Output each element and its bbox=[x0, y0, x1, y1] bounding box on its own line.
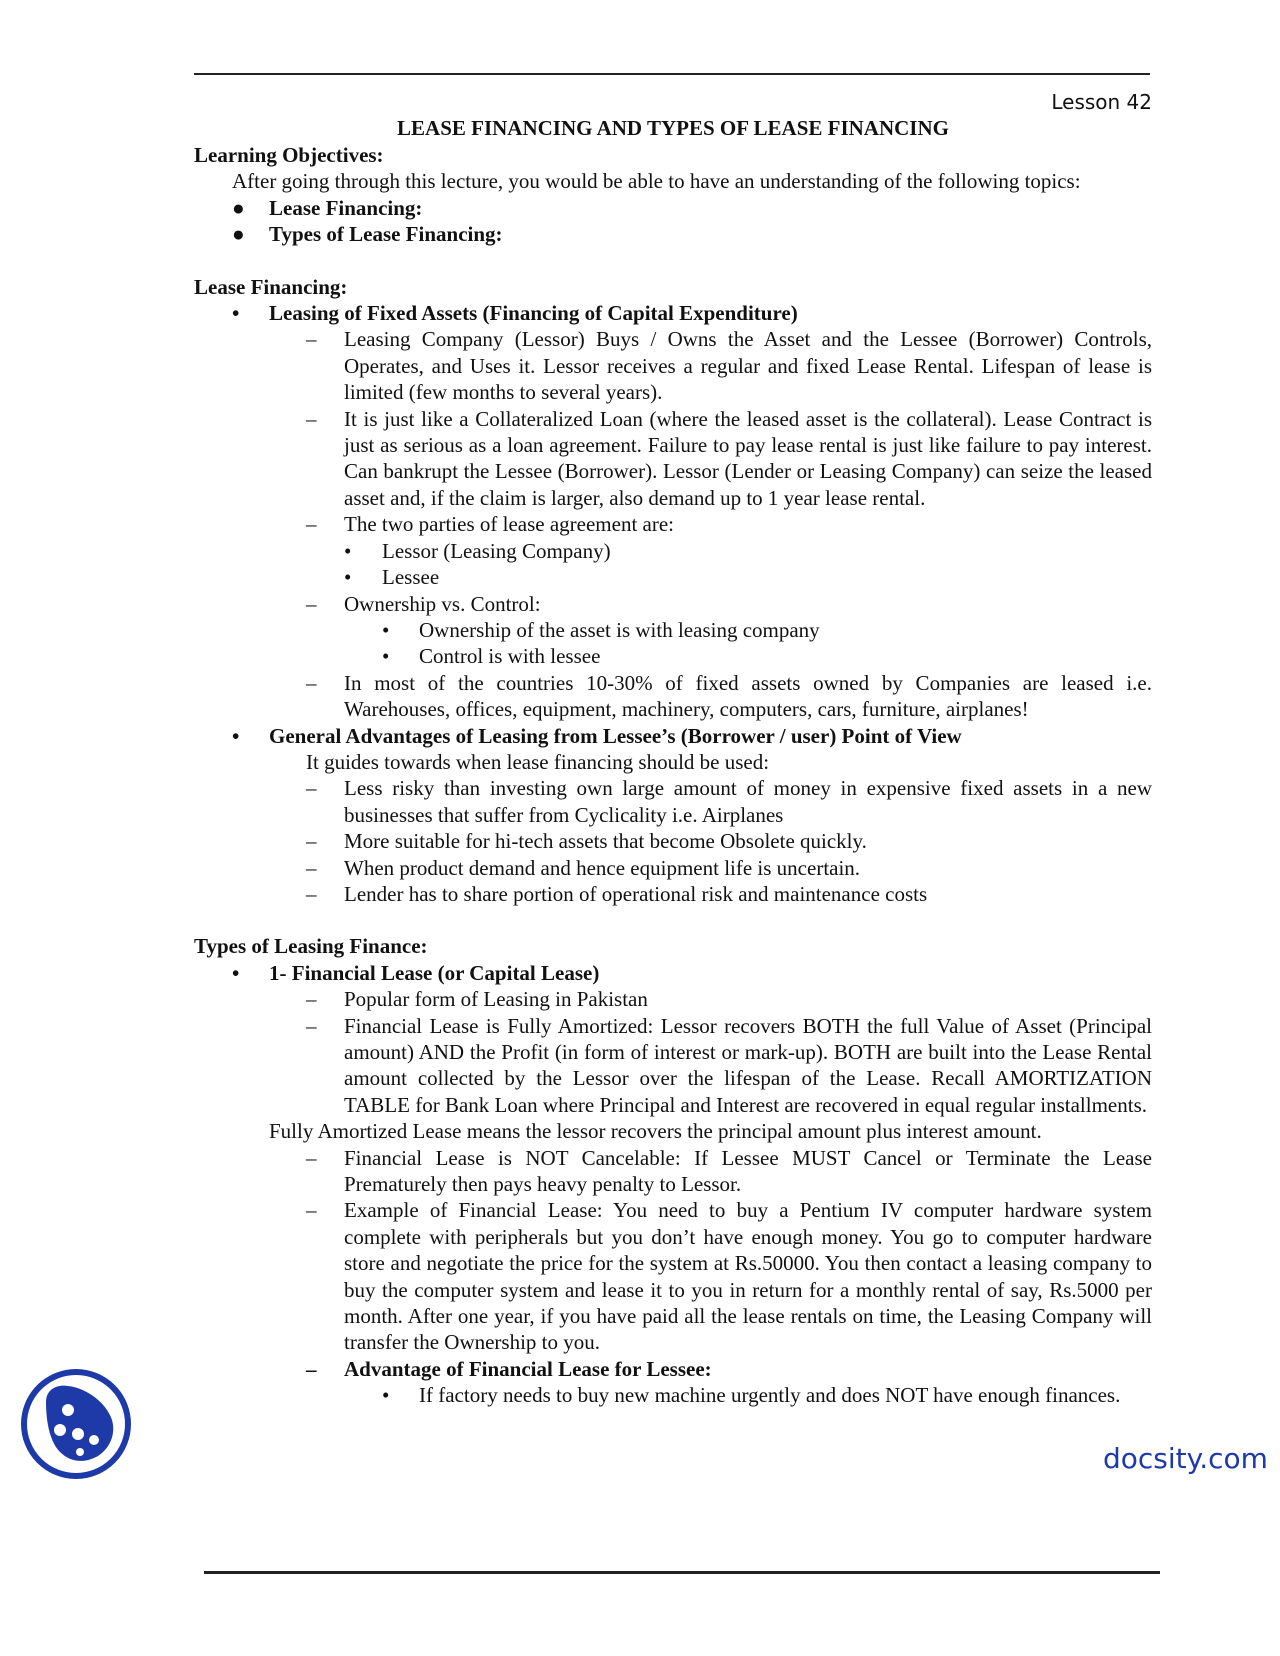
fully-amortized-note: Fully Amortized Lease means the lessor recovers the principal amount plus interest amount. bbox=[269, 1119, 1042, 1144]
bottom-rule bbox=[204, 1571, 1160, 1574]
list-item: – The two parties of lease agreement are: bbox=[306, 512, 675, 537]
document-body bbox=[194, 142, 1152, 1409]
dash-icon: – bbox=[306, 512, 317, 537]
bullet-icon: • bbox=[344, 538, 352, 563]
lease-financing-heading: Lease Financing: bbox=[194, 274, 348, 299]
list-item: • Lessee bbox=[344, 565, 440, 590]
types-heading: Types of Leasing Finance: bbox=[194, 934, 428, 959]
list-item: • Lessor (Leasing Company) bbox=[344, 538, 611, 563]
fixed-assets-title: • Leasing of Fixed Assets (Financing of Capital Expenditure) bbox=[232, 301, 798, 326]
bullet-icon: • bbox=[382, 617, 390, 642]
dash-icon: – bbox=[306, 987, 317, 1012]
list-item: – In most of the countries 10-30% of fixed assets owned by Companies are leased i.e. Warehouses, offices, equipment, machinery, computers, cars, furniture, airplanes! bbox=[306, 670, 1152, 722]
bullet-icon: • bbox=[382, 1383, 390, 1408]
dash-icon: – bbox=[306, 1356, 317, 1381]
list-item: – Lender has to share portion of operational risk and maintenance costs bbox=[306, 881, 928, 906]
dash-icon: – bbox=[306, 591, 317, 616]
bullet-icon: • bbox=[344, 565, 352, 590]
dash-icon: – bbox=[306, 670, 317, 695]
list-item: – More suitable for hi-tech assets that become Obsolete quickly. bbox=[306, 829, 867, 854]
dash-icon: – bbox=[306, 1145, 317, 1170]
dash-icon: – bbox=[306, 881, 317, 906]
bullet-icon: • bbox=[232, 960, 240, 985]
list-item: – Financial Lease is Fully Amortized: Lessor recovers BOTH the full Value of Asset (Principal amount) AND the Profit (in form of interest or mark-up). BOTH are built into the Lease Rental amount collected by the Lessor over the lifespan of the Lease. Recall AMORTIZATION TABLE for Bank Loan where Principal and Interest are recovered in equal regular installments. bbox=[306, 1013, 1152, 1117]
list-item: • Ownership of the asset is with leasing company bbox=[382, 617, 820, 642]
advantages-guide: It guides towards when lease financing should be used: bbox=[306, 749, 770, 774]
bullet-icon: ● bbox=[232, 195, 245, 220]
docsity-logo-icon bbox=[20, 1368, 132, 1480]
page-title: LEASE FINANCING AND TYPES OF LEASE FINANCING bbox=[397, 116, 949, 140]
list-item: – Financial Lease is NOT Cancelable: If Lessee MUST Cancel or Terminate the Lease Prematurely then pays heavy penalty to Lessor. bbox=[306, 1145, 1152, 1197]
bullet-icon: • bbox=[232, 723, 240, 748]
top-rule bbox=[194, 73, 1150, 75]
dash-icon: – bbox=[306, 829, 317, 854]
list-item: – Leasing Company (Lessor) Buys / Owns the Asset and the Lessee (Borrower) Controls, Operates, and Uses it. Lessor receives a regular and fixed Lease Rental. Lifespan of lease is limited (few months to several years). bbox=[306, 327, 1152, 405]
objective-item: ● Types of Lease Financing: bbox=[232, 222, 503, 247]
dash-icon: – bbox=[306, 1198, 317, 1223]
list-item: – When product demand and hence equipment life is uncertain. bbox=[306, 855, 861, 880]
dash-icon: – bbox=[306, 776, 317, 801]
bullet-icon: • bbox=[232, 301, 240, 326]
dash-icon: – bbox=[306, 406, 317, 431]
dash-icon: – bbox=[306, 855, 317, 880]
bullet-icon: • bbox=[382, 644, 390, 669]
list-item: – Less risky than investing own large amount of money in expensive fixed assets in a new businesses that suffer from Cyclicality i.e. Airplanes bbox=[306, 776, 1152, 827]
dash-icon: – bbox=[306, 1013, 317, 1038]
list-item: – Popular form of Leasing in Pakistan bbox=[306, 987, 648, 1012]
dash-icon: – bbox=[306, 327, 317, 352]
list-item: – Example of Financial Lease: You need to buy a Pentium IV computer hardware system complete with peripherals but you don’t have enough money. You go to computer hardware store and negotiate the price for the system at Rs.50000. You then contact a leasing company to buy the computer system and lease it to you in return for a monthly rental of say, Rs.5000 per month. After one year, if you have paid all the lease rentals on time, the Leasing Company will transfer the Ownership to you. bbox=[306, 1198, 1152, 1355]
lesson-number: Lesson 42 bbox=[1051, 90, 1152, 114]
objectives-heading: Learning Objectives: bbox=[194, 143, 384, 167]
bullet-icon: ● bbox=[232, 222, 245, 247]
financial-lease-title: • 1- Financial Lease (or Capital Lease) bbox=[232, 960, 600, 985]
advantages-title: • General Advantages of Leasing from Lessee’s (Borrower / user) Point of View bbox=[232, 723, 962, 748]
advantage-heading: – Advantage of Financial Lease for Lessee: bbox=[306, 1356, 712, 1381]
objectives-intro: After going through this lecture, you would be able to have an understanding of the following topics: bbox=[232, 169, 1081, 194]
docsity-watermark[interactable]: docsity.com bbox=[1103, 1442, 1268, 1475]
list-item: • Control is with lessee bbox=[382, 644, 601, 669]
objective-item: ● Lease Financing: bbox=[232, 195, 423, 220]
list-item: – Ownership vs. Control: bbox=[306, 591, 541, 616]
list-item: • If factory needs to buy new machine urgently and does NOT have enough finances. bbox=[382, 1383, 1121, 1408]
list-item: – It is just like a Collateralized Loan (where the leased asset is the collateral). Lease Contract is just as serious as a loan agreement. Failure to pay lease rental is just like failure to pay interest. Can bankrupt the Lessee (Borrower). Lessor (Lender or Leasing Company) can seize the leased asset and, if the claim is larger, also demand up to 1 year lease rental. bbox=[306, 406, 1152, 510]
